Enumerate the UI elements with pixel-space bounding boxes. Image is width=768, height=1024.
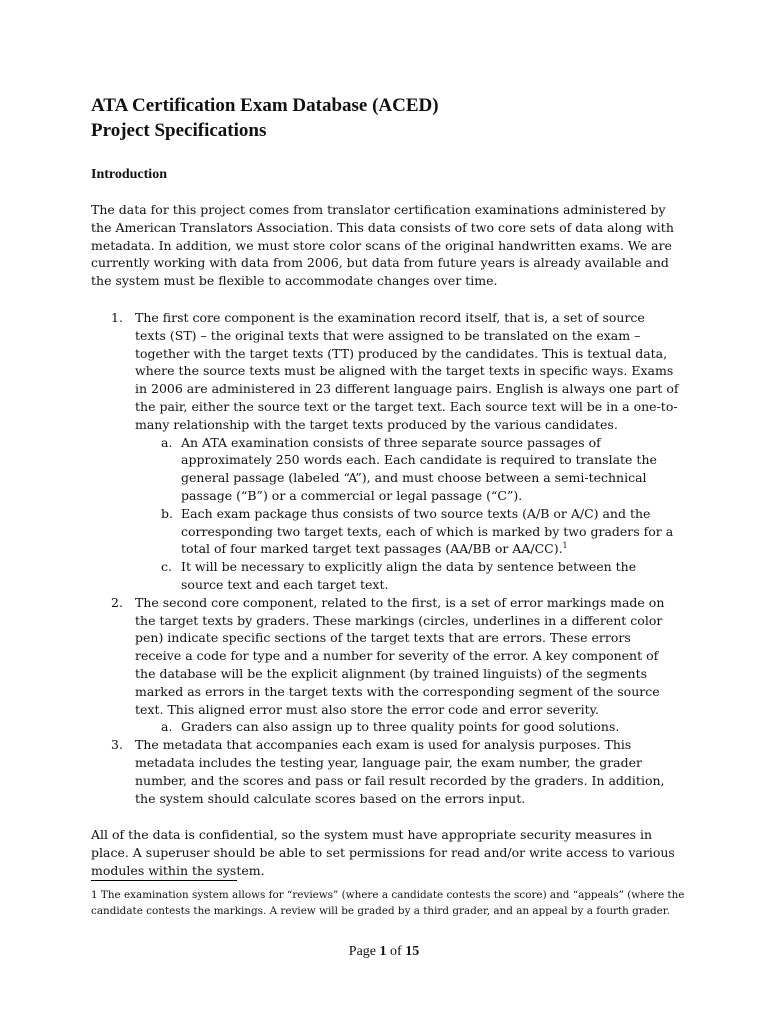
page-total: 15	[405, 944, 420, 959]
title-line-1: ATA Certification Exam Database (ACED)	[91, 95, 439, 116]
list-item-number: 2.	[111, 594, 123, 610]
list-item	[91, 594, 679, 736]
list-item	[91, 736, 679, 807]
sub-item-text: Each exam package thus consists of two source texts (A/B or A/C) and the corresponding two target texts, each of which is marked by two graders for a total of four marked target text passages (AA/BB or AA/CC).	[181, 505, 674, 557]
sub-item-text: It will be necessary to explicitly align the data by sentence between the source text and each target text.	[181, 559, 637, 592]
page-number	[0, 943, 768, 961]
sub-item-letter: a.	[161, 719, 173, 735]
sub-list-item	[135, 558, 679, 594]
intro-paragraph: The data for this project comes from translator certification examinations administered by the American Translators Association. This data consists of two core sets of data along with metadata. In addition, we must store color scans of the original handwritten exams. We are currently working with data from 2006, but data from future years is already available and the system must be flexible to accommodate changes over time.	[91, 202, 674, 289]
sub-list-item	[135, 505, 679, 558]
sub-item-letter: b.	[161, 505, 173, 521]
closing-paragraph: All of the data is confidential, so the system must have appropriate security measures in place. A superuser should be able to set permissions for read and/or write access to various modules within the system.	[91, 827, 675, 878]
sub-item-text: Graders can also assign up to three quality points for good solutions.	[181, 719, 620, 735]
sub-list-item	[135, 434, 679, 505]
list-item-text: The second core component, related to the first, is a set of error markings made on the target texts by graders. These markings (circles, underlines in a different color pen) indicate specific sections of the target texts that are errors. These errors receive a code for type and a number for severity of the error. A key component of the database will be the explicit alignment (by trained linguists) of the segments marked as errors in the target texts with the corresponding segment of the source text. This aligned error must also store the error code and error severity.	[135, 594, 665, 717]
list-item-number: 3.	[111, 737, 123, 753]
list-item-text: The first core component is the examination record itself, that is, a set of source texts (ST) – the original texts that were assigned to be translated on the exam – together with the target texts (TT) produced by the candidates. This is textual data, where the source texts must be aligned with the target texts in specific ways. Exams in 2006 are administered in 23 different language pairs. English is always one part of the pair, either the source text or the target text. Each source text will be in a one-to-many relationship with the target texts produced by the various candidates.	[135, 310, 679, 432]
footnote-marker[interactable]: 1	[562, 541, 568, 551]
footnote: 1 The examination system allows for “reviews” (where a candidate contests the score) and “appeals” (where the candidate contests the markings. A review will be graded by a third grader, and an appeal by a fourth grader.	[91, 889, 685, 917]
footnote-divider	[91, 880, 237, 881]
sub-list-item	[135, 718, 679, 736]
list-item-text: The metadata that accompanies each exam is used for analysis purposes. This metadata includes the testing year, language pair, the exam number, the grader number, and the scores and pass or fail result recorded by the graders. In addition, the system should calculate scores based on the errors input.	[135, 737, 665, 806]
numbered-list	[91, 309, 679, 807]
list-item-number: 1.	[111, 310, 123, 325]
sub-item-letter: a.	[161, 434, 173, 450]
list-item	[91, 309, 679, 594]
page-current: 1	[379, 944, 387, 959]
sub-item-text: An ATA examination consists of three separate source passages of approximately 250 words each. Each candidate is required to translate the general passage (labeled “A”), and must choose between a semi-technical passage (“B”) or a commercial or legal passage (“C”).	[181, 434, 657, 503]
page-of: of	[390, 944, 402, 959]
sub-item-letter: c.	[161, 559, 172, 575]
section-heading: Introduction	[91, 167, 167, 182]
page-label: Page	[348, 944, 377, 959]
document-title	[91, 93, 439, 143]
title-line-2: Project Specifications	[91, 120, 267, 141]
